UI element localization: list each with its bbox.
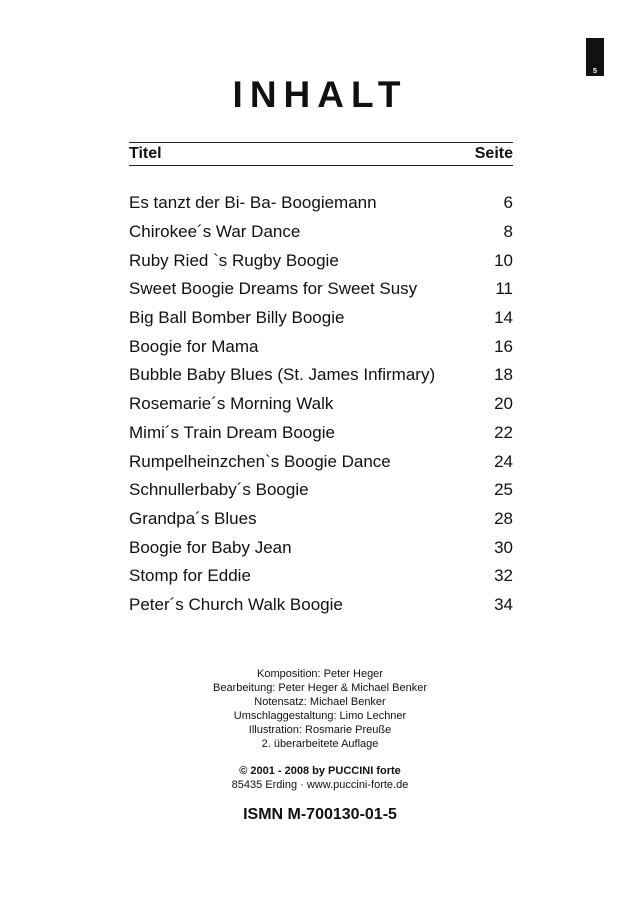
toc-entry-page: 11 [495,279,513,299]
ismn-number: ISMN M-700130-01-5 [243,806,397,823]
toc-entry [129,390,513,419]
toc-entry [129,218,513,247]
toc-entry [129,419,513,448]
toc-entry-page: 24 [494,451,513,471]
toc-entry [129,505,513,534]
toc-entry-title: Boogie for Baby Jean [129,537,292,557]
toc-list [129,189,513,619]
toc-entry-title: Rosemarie´s Morning Walk [129,394,334,414]
publisher-address: 85435 Erding · www.puccini-forte.de [231,779,409,791]
toc-entry-page: 32 [494,566,513,586]
credit-line: Illustration: Rosmarie Preuße [248,724,392,736]
credit-line: Bearbeitung: Peter Heger & Michael Benker [212,682,427,694]
toc-entry-title: Schnullerbaby´s Boogie [129,480,309,500]
toc-entry-title: Bubble Baby Blues (St. James Infirmary) [129,365,436,385]
page-number: 5 [593,68,597,75]
page-number-tab [586,38,604,76]
toc-entry-page: 6 [503,193,513,213]
toc-entry-title: Stomp for Eddie [129,566,251,586]
toc-entry [129,447,513,476]
toc-entry [129,361,513,390]
toc-entry [129,476,513,505]
credit-line: Notensatz: Michael Benker [254,696,386,708]
toc-entry [129,304,513,333]
toc-entry-page: 10 [494,250,513,270]
toc-entry [129,591,513,620]
header-top-rule [129,142,513,143]
toc-entry-page: 14 [494,308,513,328]
toc-entry-title: Peter´s Church Walk Boogie [129,594,343,614]
page-title: INHALT [232,74,408,115]
toc-entry-page: 22 [494,422,513,442]
toc-entry [129,562,513,591]
toc-entry [129,332,513,361]
toc-entry [129,275,513,304]
copyright-block [0,764,640,792]
toc-entry-title: Sweet Boogie Dreams for Sweet Susy [129,279,418,299]
toc-header [129,144,513,164]
toc-entry-title: Chirokee´s War Dance [129,222,301,242]
toc-entry-title: Mimi´s Train Dream Boogie [129,422,335,442]
toc-header-page: Seite [474,145,513,162]
toc-entry-page: 34 [494,594,513,614]
toc-entry-title: Rumpelheinzchen`s Boogie Dance [129,451,391,471]
toc-header-title: Titel [129,145,162,162]
toc-entry [129,533,513,562]
credits-block [0,667,640,751]
copyright-line: © 2001 - 2008 by PUCCINI forte [239,765,401,777]
credit-line: Umschlaggestaltung: Limo Lechner [233,710,407,722]
toc-entry [129,246,513,275]
toc-entry-page: 25 [494,480,513,500]
header-bottom-rule [129,165,513,166]
toc-entry-page: 28 [494,508,513,528]
toc-entry [129,189,513,218]
credit-line: 2. überarbeitete Auflage [261,738,379,750]
toc-entry-page: 16 [494,336,513,356]
toc-entry-title: Ruby Ried `s Rugby Boogie [129,250,339,270]
credit-line: Komposition: Peter Heger [257,668,383,680]
toc-entry-page: 8 [503,222,513,242]
toc-entry-title: Big Ball Bomber Billy Boogie [129,308,345,328]
toc-entry-page: 20 [494,394,513,414]
toc-entry-title: Es tanzt der Bi- Ba- Boogiemann [129,193,377,213]
toc-entry-page: 18 [494,365,513,385]
toc-entry-title: Boogie for Mama [129,336,259,356]
toc-entry-page: 30 [494,537,513,557]
toc-entry-title: Grandpa´s Blues [129,508,257,528]
